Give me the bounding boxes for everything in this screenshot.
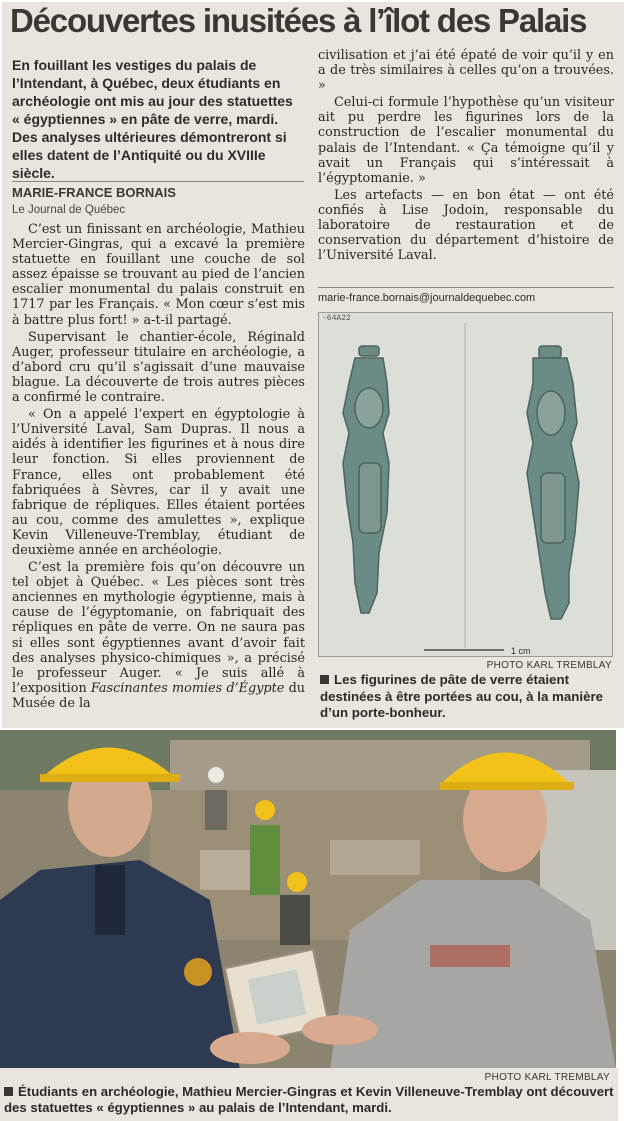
photo-caption: Les figurines de pâte de verre étaient destinées à être portées au cou, à la manière d’un porte-bonheur. — [320, 672, 604, 720]
paragraph: civilisation et j’ai été épaté de voir qu’il y en a de très similaires à celles qu’on a trouvées. » — [318, 48, 614, 94]
excavation-illustration — [0, 730, 616, 1070]
caption-square-icon — [4, 1087, 13, 1096]
paragraph: C’est un finissant en archéologie, Mathieu Mercier-Gingras, qui a excavé la première statuette en fouillant une couche de sol assez épaisse se trouvant au pied de l’ancien escalier monumental du palais construit en 1717 par les Français. « Mon cœur s’est mis à battre plus fort! » a-t-il partagé. — [12, 222, 305, 328]
statuettes-photo — [318, 312, 613, 657]
lead-paragraph: En fouillant les vestiges du palais de l’Intendant, à Québec, deux étudiants en archéologie ont mis au jour des statuettes « égyptiennes » en pâte de verre, mardi. Des analyses ultérieures démontreront si elles datent de l’Antiquité ou du XVIIIe siècle. — [12, 57, 293, 181]
photo-credit: PHOTO KARL TREMBLAY — [484, 1072, 610, 1083]
headline: Découvertes inusitées à l’îlot des Palais — [10, 2, 587, 39]
paragraph-text: C’est la première fois qu’on découvre un tel objet à Québec. « Les pièces sont très anciennes en mythologie égyptienne, mais à cause de l’égyptomanie, on fabriquait des répliques en pâte de verre. On ne saura pas si elles sont égyptiennes avant d’avoir fait des analyses physico-chimiques », a précisé le professeur Auger. « Je suis allé à l’exposition — [12, 560, 305, 696]
divider — [318, 287, 614, 288]
paragraph: « On a appelé l’expert en égyptologie à l’Université Laval, Sam Dupras. Il nous a aidés à identifier les figurines et à nous dire leur fonction. Si elles proviennent de France, elles ont probablement été fabriquées à Sèvres, car il y avait une fabrique de répliques. Elles étaient portées au cou, comme des amulettes », explique Kevin Villeneuve-Tremblay, étudiant de deuxième année en archéologie. — [12, 407, 305, 558]
paragraph — [12, 560, 305, 711]
caption-square-icon — [320, 675, 329, 684]
author-email: marie-france.bornais@journaldequebec.com — [318, 292, 536, 304]
author-name: MARIE-FRANCE BORNAIS — [12, 185, 176, 200]
photo-credit: PHOTO KARL TREMBLAY — [486, 660, 612, 671]
scale-label: 1 cm — [511, 646, 531, 656]
statuettes-illustration — [319, 313, 613, 657]
exhibit-title: Fascinantes momies d’Égypte — [90, 680, 285, 696]
article-column-2 — [318, 48, 614, 265]
divider — [12, 181, 304, 182]
paragraph: Les artefacts — en bon état — ont été confiés à Lise Jodoin, responsable du laboratoire de restauration et de conservation du département d’histoire de l’Université Laval. — [318, 187, 614, 264]
paragraph-text: du Musée de la — [12, 680, 305, 711]
photo-caption: Étudiants en archéologie, Mathieu Mercier-Gingras et Kevin Villeneuve-Tremblay ont découvert des statuettes « égyptiennes » au palais de l’Intendant, mardi. — [4, 1084, 614, 1115]
outlet-name: Le Journal de Québec — [12, 204, 126, 216]
paragraph: Celui-ci formule l’hypothèse qu’un visiteur ait pu perdre les figurines lors de la construction de l’escalier monumental du palais de l’Intendant. « Ça témoigne qu’il y avait un Français qui s’intéressait à l’égyptomanie. » — [318, 95, 614, 186]
article-column-1 — [12, 222, 305, 713]
paragraph: Supervisant le chantier-école, Réginald Auger, professeur titulaire en archéologie, a d’abord cru qu’il s’agissait d’une mauvaise blague. La découverte de trois autres pièces a confirmé le contraire. — [12, 329, 305, 406]
specimen-tag: -64A22 — [322, 314, 351, 323]
students-photo — [0, 730, 616, 1070]
